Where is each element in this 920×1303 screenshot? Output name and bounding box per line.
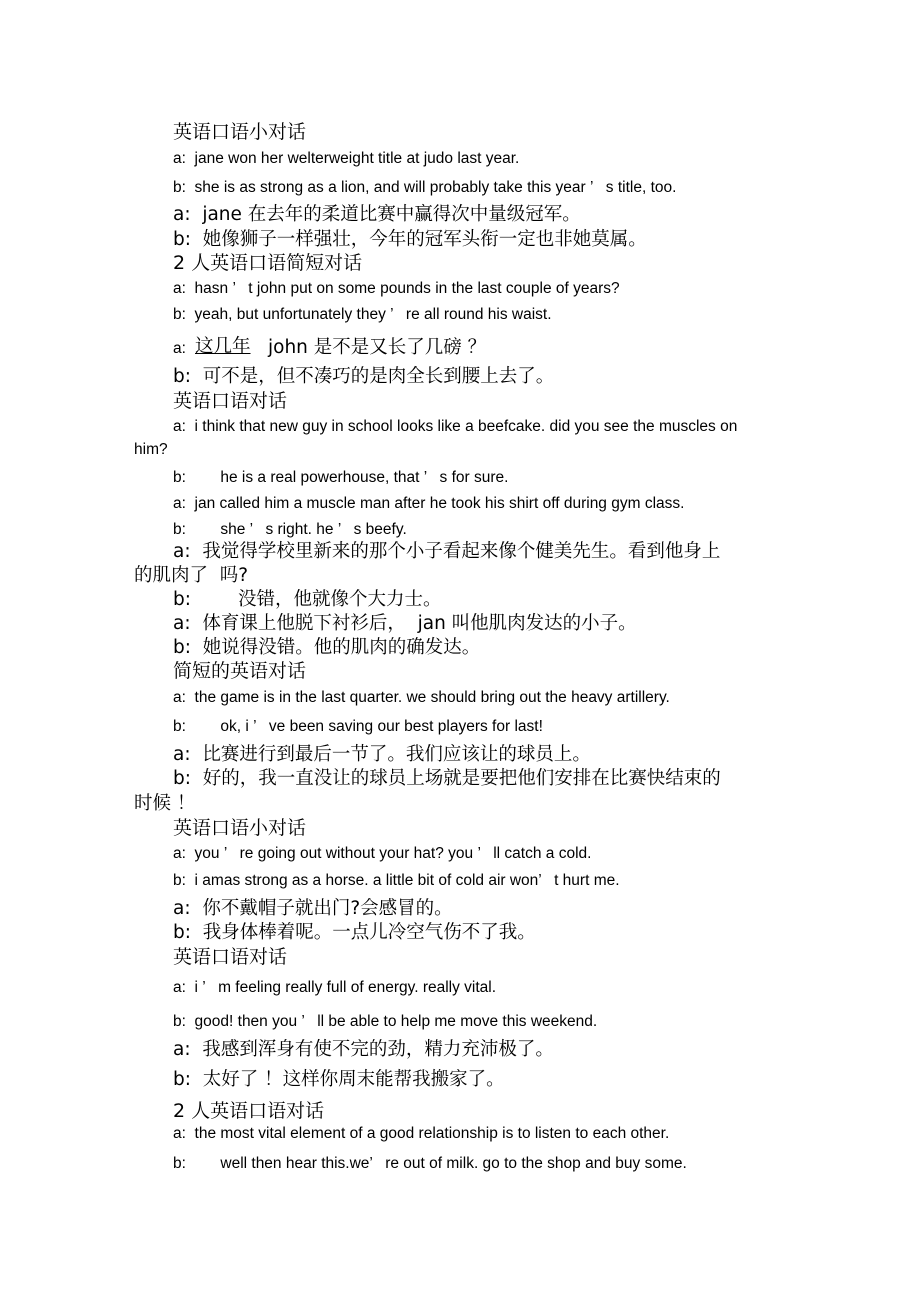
dialogue-line: b: 太好了 ！这样你周末能帮我搬家了。	[173, 1069, 505, 1090]
dialogue-line: a: 比赛进行到最后一节了。我们应该让的球员上。	[173, 744, 591, 765]
dialogue-line: john 是不是又长了几磅 ？	[268, 337, 487, 358]
dialogue-line: b: 可不是，但不凑巧的是肉全长到腰上去了。	[173, 366, 555, 387]
section-heading: 2 人英语口语对话	[173, 1100, 325, 1122]
dialogue-line: a: 我感到浑身有使不完的劲，精力充沛极了。	[173, 1039, 554, 1060]
section-heading: 英语口语小对话	[173, 817, 307, 839]
dialogue-line: a: jan called him a muscle man after he took his shirt off during gym class.	[173, 495, 685, 512]
dialogue-line: 的肌肉了 吗?	[134, 565, 249, 586]
dialogue-line: b: she ’ s right. he ’ s beefy.	[173, 521, 407, 538]
section-heading: 简短的英语对话	[173, 660, 307, 682]
dialogue-line: a: 我觉得学校里新来的那个小子看起来像个健美先生。看到他身上	[173, 541, 721, 562]
dialogue-line: him?	[134, 441, 168, 458]
underlined-phrase: 这几年	[195, 336, 251, 357]
dialogue-line: a: the most vital element of a good relationship is to listen to each other.	[173, 1125, 670, 1142]
dialogue-line: b: i amas strong as a horse. a little bit of cold air won’ t hurt me.	[173, 872, 620, 889]
section-heading: 英语口语小对话	[173, 121, 307, 143]
dialogue-line: b: 我身体棒着呢。一点儿冷空气伤不了我。	[173, 922, 536, 943]
dialogue-line: a: i think that new guy in school looks like a beefcake. did you see the muscles on	[173, 418, 738, 435]
section-heading: 英语口语对话	[173, 946, 288, 968]
dialogue-line: b: she is as strong as a lion, and will probably take this year ’ s title, too.	[173, 179, 677, 196]
dialogue-line: a: the game is in the last quarter. we should bring out the heavy artillery.	[173, 689, 670, 706]
section-heading: 2 人英语口语简短对话	[173, 252, 363, 274]
section-heading: 英语口语对话	[173, 390, 288, 412]
dialogue-line: a: jane won her welterweight title at judo last year.	[173, 150, 520, 167]
dialogue-line: b: yeah, but unfortunately they ’ re all round his waist.	[173, 306, 552, 323]
dialogue-line: a: you ’ re going out without your hat? you ’ ll catch a cold.	[173, 845, 592, 862]
dialogue-line: b: well then hear this.we’ re out of milk. go to the shop and buy some.	[173, 1155, 687, 1172]
dialogue-line: a: 体育课上他脱下衬衫后， jan 叫他肌肉发达的小子。	[173, 613, 637, 634]
dialogue-line: a: hasn ’ t john put on some pounds in the last couple of years?	[173, 280, 620, 297]
dialogue-line: b: 没错，他就像个大力士。	[173, 589, 442, 610]
dialogue-line: a: jane 在去年的柔道比赛中赢得次中量级冠军。	[173, 204, 581, 225]
dialogue-line: 时候 ！	[134, 793, 196, 814]
dialogue-speaker: a:	[173, 340, 186, 357]
dialogue-line: b: ok, i ’ ve been saving our best players for last!	[173, 718, 543, 735]
dialogue-line: b: 好的，我一直没让的球员上场就是要把他们安排在比赛快结束的	[173, 768, 721, 789]
dialogue-line: a: 你不戴帽子就出门?会感冒的。	[173, 898, 453, 919]
dialogue-line: b: good! then you ’ ll be able to help me move this weekend.	[173, 1013, 598, 1030]
dialogue-line: b: he is a real powerhouse, that ’ s for sure.	[173, 469, 509, 486]
dialogue-line: a: i ’ m feeling really full of energy. really vital.	[173, 979, 497, 996]
dialogue-line: b: 她像狮子一样强壮，今年的冠军头衔一定也非她莫属。	[173, 229, 647, 250]
dialogue-line: b: 她说得没错。他的肌肉的确发达。	[173, 637, 481, 658]
